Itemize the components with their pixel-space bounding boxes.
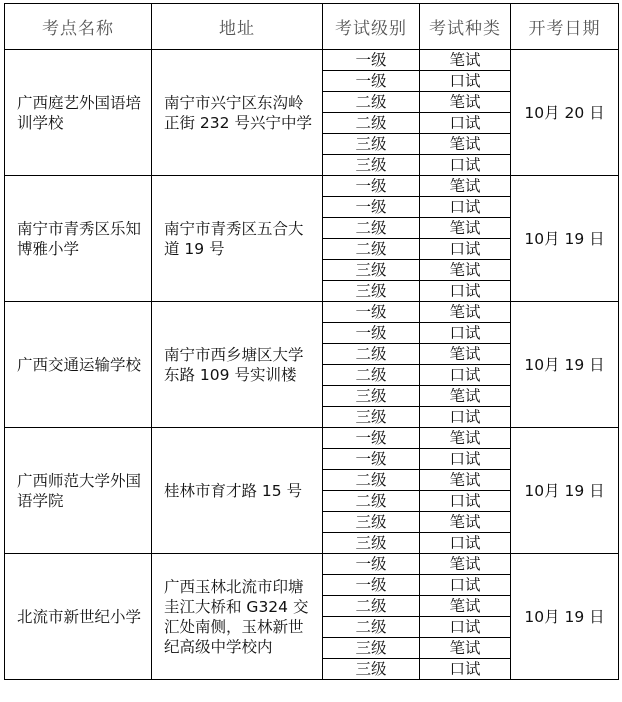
table-row: [5, 554, 619, 575]
site-name-cell: [5, 302, 152, 428]
exam-level-cell: 二级: [323, 239, 420, 260]
site-name-cell: [5, 428, 152, 554]
site-address: 南宁市兴宁区东沟岭正街 232 号兴宁中学: [164, 93, 312, 132]
exam-type-cell: 口试: [420, 71, 511, 92]
exam-type-cell: 笔试: [420, 50, 511, 71]
header-exam-level: 考试级别: [323, 4, 420, 50]
exam-level-cell: 一级: [323, 176, 420, 197]
header-row: [5, 4, 619, 50]
exam-type-cell: 口试: [420, 155, 511, 176]
exam-level-cell: 一级: [323, 323, 420, 344]
exam-level-cell: 二级: [323, 92, 420, 113]
site-address: 广西玉林北流市印塘圭江大桥和 G324 交汇处南侧，玉林新世纪高级中学校内: [164, 577, 309, 656]
exam-level-cell: 一级: [323, 197, 420, 218]
exam-level-cell: 三级: [323, 533, 420, 554]
exam-type-cell: 口试: [420, 575, 511, 596]
exam-level-cell: 二级: [323, 113, 420, 134]
exam-type-cell: 口试: [420, 113, 511, 134]
exam-date-cell: 10月 19 日: [511, 302, 619, 428]
header-exam-type: 考试种类: [420, 4, 511, 50]
header-site-name: 考点名称: [5, 4, 152, 50]
table-row: [5, 176, 619, 197]
site-address: 南宁市青秀区五合大道 19 号: [164, 219, 304, 258]
site-address-cell: [152, 554, 323, 680]
header-address: 地址: [152, 4, 323, 50]
exam-type-cell: 口试: [420, 407, 511, 428]
exam-type-cell: 笔试: [420, 260, 511, 281]
exam-type-cell: 笔试: [420, 596, 511, 617]
exam-date-cell: 10月 19 日: [511, 176, 619, 302]
exam-level-cell: 三级: [323, 512, 420, 533]
exam-level-cell: 三级: [323, 638, 420, 659]
exam-level-cell: 一级: [323, 71, 420, 92]
exam-level-cell: 三级: [323, 260, 420, 281]
exam-date-cell: 10月 20 日: [511, 50, 619, 176]
table-row: [5, 302, 619, 323]
exam-type-cell: 口试: [420, 323, 511, 344]
exam-level-cell: 二级: [323, 218, 420, 239]
site-name-cell: [5, 554, 152, 680]
exam-type-cell: 笔试: [420, 554, 511, 575]
exam-level-cell: 二级: [323, 365, 420, 386]
exam-type-cell: 笔试: [420, 218, 511, 239]
site-name-cell: [5, 176, 152, 302]
exam-date-cell: 10月 19 日: [511, 554, 619, 680]
site-address-cell: [152, 302, 323, 428]
exam-type-cell: 笔试: [420, 470, 511, 491]
exam-type-cell: 笔试: [420, 344, 511, 365]
exam-level-cell: 三级: [323, 134, 420, 155]
exam-level-cell: 一级: [323, 428, 420, 449]
exam-type-cell: 笔试: [420, 386, 511, 407]
exam-level-cell: 二级: [323, 596, 420, 617]
site-name: 广西庭艺外国语培训学校: [17, 93, 142, 132]
table-row: [5, 428, 619, 449]
exam-type-cell: 笔试: [420, 512, 511, 533]
exam-level-cell: 一级: [323, 575, 420, 596]
exam-type-cell: 口试: [420, 239, 511, 260]
exam-date-cell: 10月 19 日: [511, 428, 619, 554]
site-address-cell: [152, 50, 323, 176]
site-address-cell: [152, 176, 323, 302]
exam-type-cell: 口试: [420, 659, 511, 680]
exam-type-cell: 口试: [420, 533, 511, 554]
exam-type-cell: 笔试: [420, 428, 511, 449]
exam-level-cell: 三级: [323, 155, 420, 176]
site-address: 南宁市西乡塘区大学东路 109 号实训楼: [164, 345, 304, 384]
exam-level-cell: 二级: [323, 491, 420, 512]
exam-site-table: [4, 3, 619, 680]
site-name-cell: [5, 50, 152, 176]
exam-level-cell: 二级: [323, 470, 420, 491]
exam-level-cell: 一级: [323, 449, 420, 470]
exam-level-cell: 二级: [323, 344, 420, 365]
site-name: 北流市新世纪小学: [17, 607, 142, 626]
exam-level-cell: 一级: [323, 554, 420, 575]
exam-type-cell: 口试: [420, 617, 511, 638]
exam-level-cell: 三级: [323, 386, 420, 407]
exam-level-cell: 三级: [323, 407, 420, 428]
exam-type-cell: 笔试: [420, 638, 511, 659]
header-exam-date: 开考日期: [511, 4, 619, 50]
exam-level-cell: 二级: [323, 617, 420, 638]
exam-type-cell: 口试: [420, 491, 511, 512]
exam-type-cell: 口试: [420, 281, 511, 302]
table-row: [5, 50, 619, 71]
site-name: 广西交通运输学校: [17, 355, 142, 374]
site-name: 南宁市青秀区乐知博雅小学: [17, 219, 142, 258]
exam-level-cell: 一级: [323, 50, 420, 71]
exam-type-cell: 口试: [420, 197, 511, 218]
exam-type-cell: 口试: [420, 449, 511, 470]
exam-level-cell: 三级: [323, 281, 420, 302]
exam-type-cell: 笔试: [420, 92, 511, 113]
exam-type-cell: 笔试: [420, 302, 511, 323]
exam-level-cell: 一级: [323, 302, 420, 323]
site-address: 桂林市育才路 15 号: [164, 481, 303, 500]
site-address-cell: [152, 428, 323, 554]
exam-type-cell: 口试: [420, 365, 511, 386]
exam-type-cell: 笔试: [420, 134, 511, 155]
exam-type-cell: 笔试: [420, 176, 511, 197]
site-name: 广西师范大学外国语学院: [17, 471, 142, 510]
exam-level-cell: 三级: [323, 659, 420, 680]
